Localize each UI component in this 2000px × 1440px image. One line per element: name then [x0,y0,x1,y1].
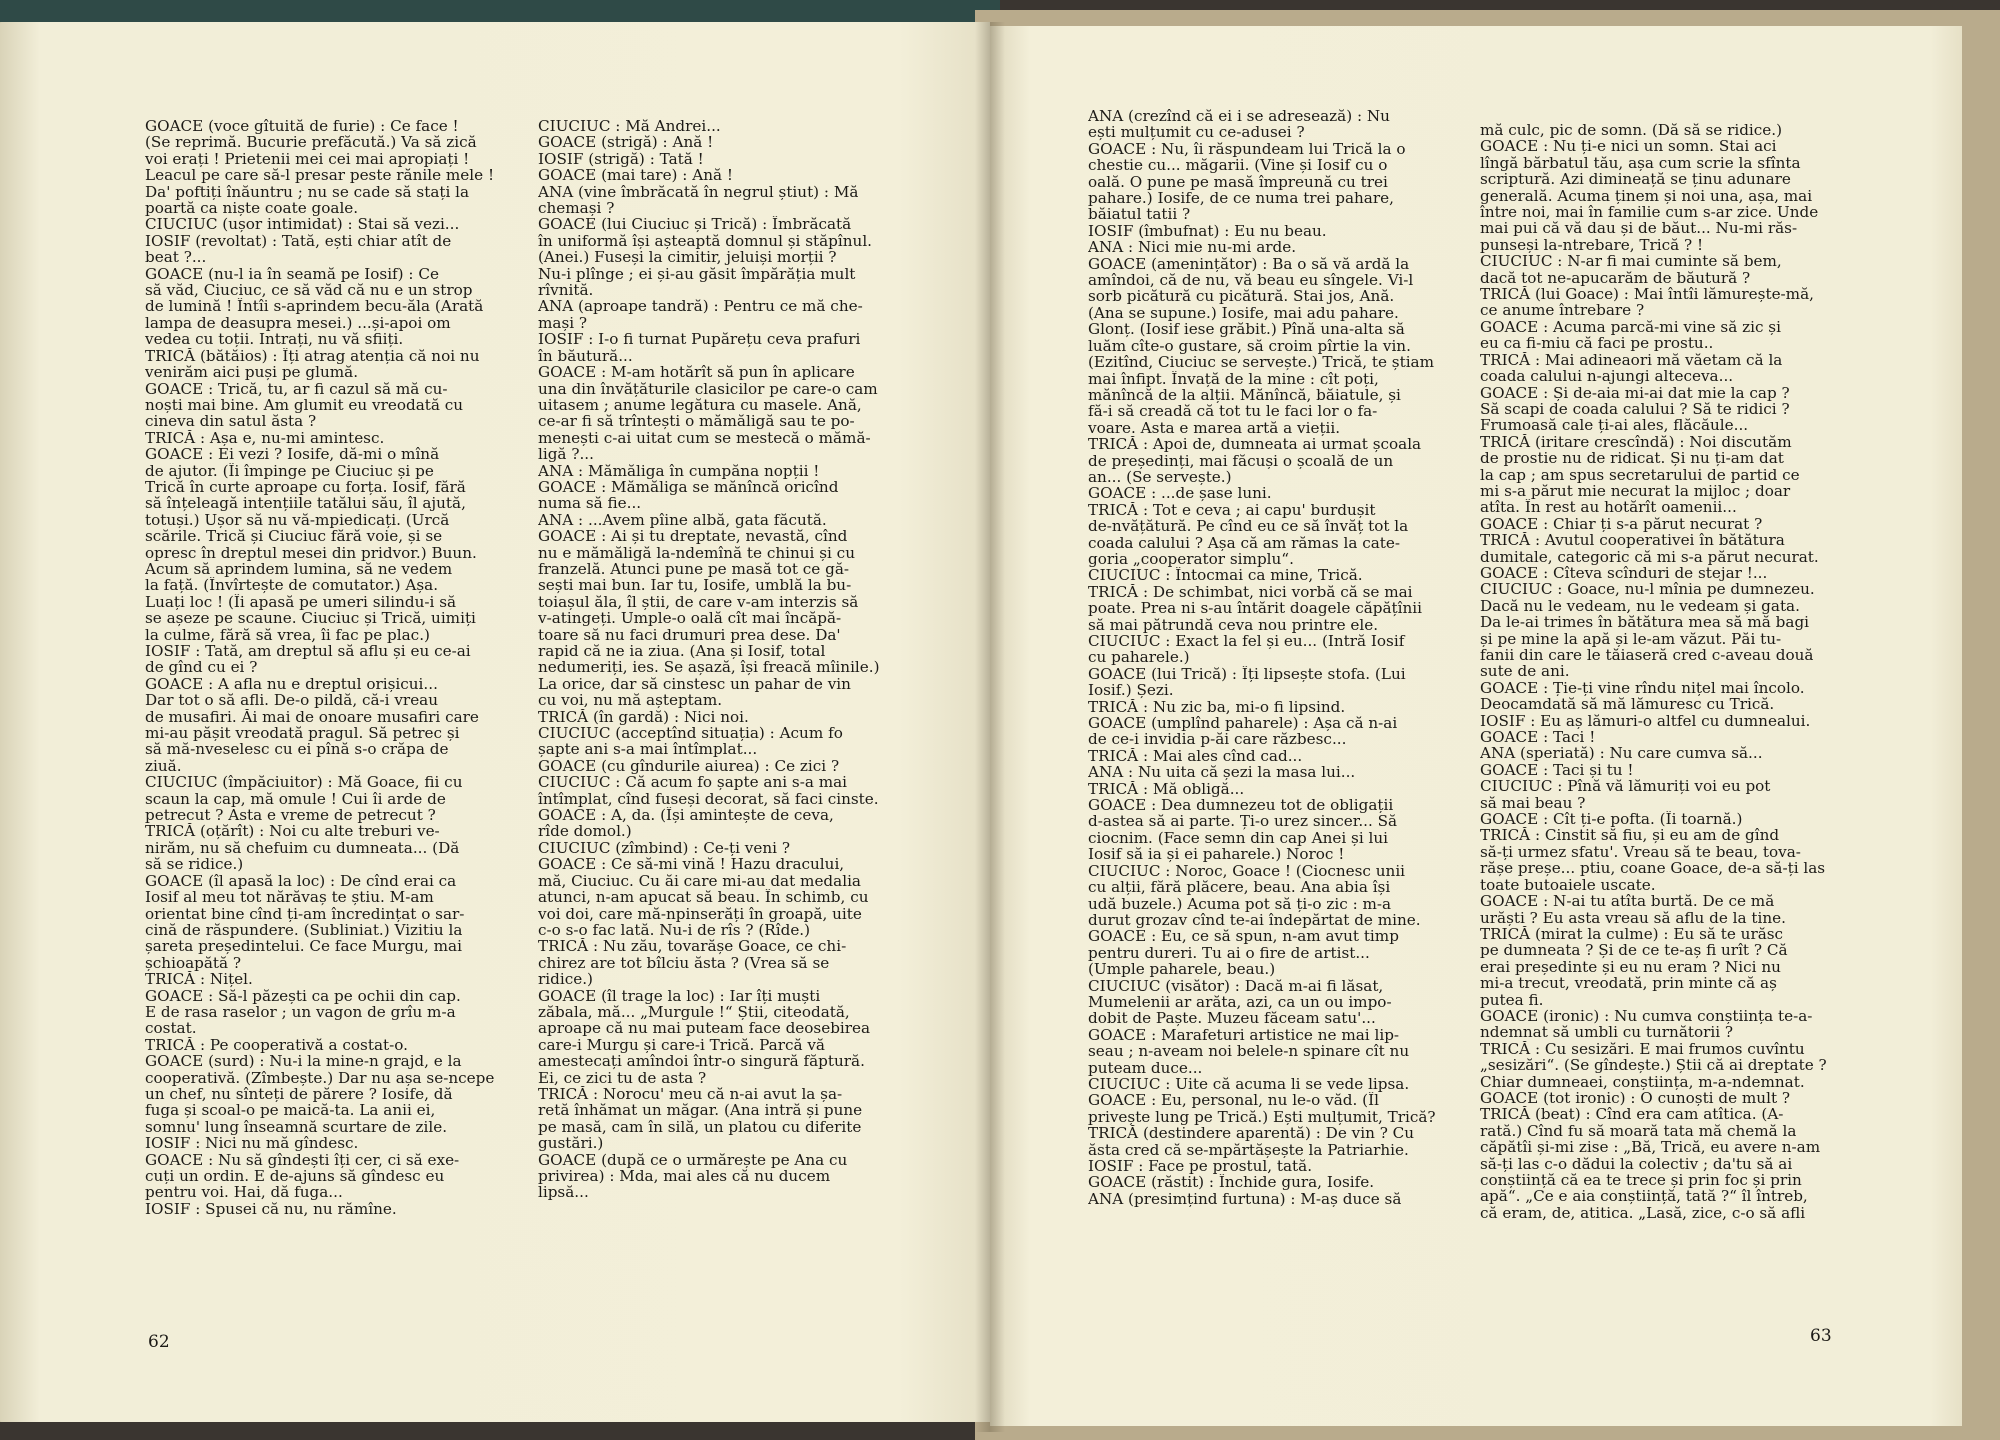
text-line: aproape că nu mai puteam face deosebirea [538,1020,871,1037]
text-line: cooperativă. (Zîmbește.) Dar nu așa se-ncepe [145,1069,495,1086]
text-line: mă culc, pic de somn. (Dă să se ridice.) [1480,122,1783,139]
text-line: ciocnim. (Face semn din cap Anei și lui [1088,829,1389,847]
right-page [990,26,1962,1426]
text-line: coada calului n-ajungi alteceva... [1480,368,1734,385]
text-line: numa să fie... [538,495,642,512]
text-line: IOSIF (revoltat) : Tată, ești chiar atît de [145,232,452,250]
text-line: de ce-i invidia p-ăi care răzbesc... [1088,731,1347,748]
text-line: TRICĂ (bătăios) : Îți atrag atenția că noi nu [145,347,480,365]
text-line: punseși la-ntrebare, Trică ? ! [1480,236,1704,254]
text-line: să-ți las c-o dădui la colectiv ; da'tu să ai [1480,1155,1793,1172]
text-line: lîngă bărbatul tău, așa cum scrie la sfînta [1480,154,1801,172]
text-line: mai înfipt. Învață de la mine : cît poți, [1088,370,1379,387]
text-line: La orice, dar să cinstesc un pahar de vin [538,675,851,693]
text-line: toiașul ăla, îl știi, de care v-am interzis să [538,593,859,611]
text-line: TRICĂ : Mai adineaori mă văetam că la [1480,351,1783,369]
book-gutter [975,22,1005,1432]
text-line: rapid că ne ia ziua. (Ana și Iosif, total [538,643,826,660]
text-line: chirez are tot bîlciu ăsta ? (Vrea să se [538,954,830,972]
text-line: TRICĂ : Avutul cooperativei în bătătura [1480,532,1785,549]
text-line: „sesizări“. (Se gîndește.) Știi că ai dreptate ? [1480,1057,1827,1074]
text-line: mă, Ciuciuc. Cu ăi care mi-au dat medalia [538,872,861,890]
text-line: seau ; n-aveam noi belele-n spinare cît nu [1088,1043,1410,1060]
text-line: (Anei.) Fuseși la cimitir, jeluiși morții ? [538,249,837,266]
text-line: opresc în dreptul mesei din pridvor.) Buun. [145,544,477,561]
text-line: franzelă. Atunci pune pe masă tot ce gă- [538,560,850,578]
text-line: că eram, de, atitica. „Lasă, zice, c-o să afli [1480,1204,1806,1222]
text-line: luăm cîte-o gustare, să croim pîrtie la vin. [1088,337,1411,355]
text-line: GOACE : Nu, îi răspundeam lui Trică la o [1088,140,1406,158]
text-line: să mai pătrundă ceva nou printre ele. [1088,616,1379,633]
text-line: GOACE (îl trage la loc) : Iar îți muști [538,987,821,1004]
text-line: dumitale, categoric că mi s-a părut necurat. [1480,548,1819,565]
text-line: GOACE (cu gîndurile aiurea) : Ce zici ? [538,757,840,775]
text-line: Iosif să ia și ei paharele.) Noroc ! [1088,846,1345,863]
text-line: să mă-nveselesc cu ei pînă s-o crăpa de [145,741,449,758]
text-line: CIUCIUC : Uite că acuma li se vede lipsa. [1088,1075,1410,1093]
text-line: ANA (aproape tandră) : Pentru ce mă che- [538,298,863,315]
text-line: de lumină ! Întîi s-aprindem becu-ăla (Arată [145,298,484,315]
text-line: ligă ?... [538,446,594,463]
text-line: puteam duce... [1088,1059,1203,1076]
text-line: GOACE (lui Trică) : Îți lipsește stofa. (Lui [1088,665,1406,683]
text-line: GOACE : Nu să gîndești îți cer, ci să exe- [145,1151,460,1168]
text-line: GOACE : Ai și tu dreptate, nevastă, cînd [538,528,848,545]
text-line: GOACE : Dea dumnezeu tot de obligații [1088,797,1394,814]
text-line: coada calului ? Așa că am rămas la cate- [1088,534,1401,551]
text-line: conștiință că ea te trece și prin foc și prin [1480,1172,1802,1189]
text-line: E de rasa raselor ; un vagon de grîu m-a [145,1003,456,1021]
text-line: mași ? [538,314,588,332]
text-line: de-nvățătură. Pe cînd eu ce să învăț tot la [1088,518,1409,535]
text-line: GOACE : Cît ți-e pofta. (Îi toarnă.) [1480,811,1743,828]
text-line: IOSIF : I-o fi turnat Pupărețu ceva prafuri [538,331,861,348]
text-line: între noi, mai în familie cum s-ar zice. Unde [1480,204,1819,221]
text-line: nirăm, nu să chefuim cu dumneata... (Dă [145,839,460,857]
text-line: în băutură... [538,347,633,365]
text-line: GOACE (strigă) : Ană ! [538,134,714,151]
text-line: Da' poftiți înăuntru ; nu se cade să stați la [145,183,470,201]
text-line: CIUCIUC (zîmbind) : Ce-ți veni ? [538,839,790,857]
left-page-column-2 [538,118,908,1201]
text-line: GOACE (mai tare) : Ană ! [538,167,733,184]
text-line: scriptură. Azi dimineață se ținu adunare [1480,171,1791,188]
text-line: GOACE : Nu ți-e nici un somn. Stai aci [1480,138,1777,155]
text-line: pe dumneata ? Și de ce te-aș fi urît ? Că [1480,942,1788,959]
left-page [0,22,990,1422]
text-line: care-i Murgu și care-i Trică. Parcă vă [538,1036,825,1054]
text-line: voi erați ! Prietenii mei cei mai apropiați ! [145,150,470,168]
text-line: Chiar dumneaei, conștiința, m-a-ndemnat. [1480,1073,1805,1090]
text-line: GOACE : A, da. (Își amintește de ceva, [538,807,834,824]
text-line: GOACE (după ce o urmărește pe Ana cu [538,1151,848,1168]
text-line: pentru voi. Hai, dă fuga... [145,1184,343,1201]
text-line: apă“. „Ce e aia conștiință, tată ?“ îl întreb, [1480,1188,1808,1205]
text-line: ANA (presimțind furtuna) : M-aș duce să [1088,1190,1402,1208]
text-line: TRICĂ : De schimbat, nici vorbă că se mai [1088,583,1413,601]
text-line: (Ezitînd, Ciuciuc se servește.) Trică, te știam [1088,354,1435,371]
text-line: costat. [145,1020,197,1037]
text-line: GOACE : Ei vezi ? Iosife, dă-mi o mînă [145,446,440,463]
text-line: zăbala, mă... „Murgule !“ Știi, citeodată, [538,1003,850,1021]
text-line: cuți un ordin. E de-ajuns să gîndesc eu [145,1168,445,1185]
text-line: TRICĂ : Pe cooperativă a costat-o. [145,1036,408,1054]
text-line: ridice.) [538,971,593,988]
text-line: retă înhămat un măgar. (Ana intră și pune [538,1102,863,1119]
text-line: totuși.) Ușor să nu vă-mpiedicați. (Urcă [145,511,450,529]
text-line: GOACE (răstit) : Închide gura, Iosife. [1088,1174,1375,1191]
text-line: Iosif al meu tot nărăvaș te știu. M-am [145,889,434,906]
text-line: erai președinte și eu nu eram ? Nici nu [1480,958,1781,976]
text-line: IOSIF (strigă) : Tată ! [538,150,704,168]
text-line: GOACE : Marafeturi artistice ne mai lip- [1088,1026,1400,1044]
text-line: să înțeleagă intențiile tatălui său, îl ajută, [145,495,466,512]
text-line: GOACE : A afla nu e dreptul orișicui... [145,675,438,693]
text-line: TRICĂ : Așa e, nu-mi amintesc. [145,429,385,447]
text-line: ANA (speriată) : Nu care cumva să... [1480,745,1763,762]
text-line: șareta președintelui. Ce face Murgu, mai [145,938,462,955]
text-line: ANA : Mămăliga în cumpăna nopții ! [538,462,820,479]
text-line: IOSIF : Spusei că nu, nu rămîne. [145,1200,397,1218]
text-line: amestecați amîndoi într-o singură făptură. [538,1053,865,1070]
text-line: întîmplat, cînd fuseși decorat, să faci cinste. [538,790,879,808]
text-line: cu alții, fără plăcere, beau. Ana abia își [1088,879,1391,896]
text-line: să mai beau ? [1480,794,1586,812]
text-line: GOACE : N-ai tu atîta burtă. De ce mă [1480,893,1775,910]
text-line: toate butoaiele uscate. [1480,876,1656,894]
text-line: cină de răspundere. (Subliniat.) Vizitiu la [145,921,463,939]
text-line: de președinți, mai făcuși o școală de un [1088,452,1394,469]
text-line: poate. Prea ni s-au întărit doagele căpățînii [1088,600,1423,617]
text-line: voi doi, care mă-npinserăți în groapă, uite [538,905,862,922]
text-line: la culme, fără să vrea, îi fac pe plac.) [145,626,430,643]
text-line: CIUCIUC (acceptînd situația) : Acum fo [538,725,843,742]
text-line: GOACE : Acuma parcă-mi vine să zic și [1480,318,1781,336]
text-line: venirăm aici puși pe glumă. [145,364,359,381]
text-line: CIUCIUC : Pînă vă lămuriți voi eu pot [1480,778,1771,795]
text-line: GOACE (nu-l ia în seamă pe Iosif) : Ce [145,265,439,283]
text-line: Luați loc ! (Îi apasă pe umeri silindu-i să [145,593,457,611]
text-line: GOACE (ironic) : Nu cumva conștiința te-a- [1480,1007,1813,1025]
text-line: ANA : Nici mie nu-mi arde. [1088,239,1297,256]
text-line: de gînd cu ei ? [145,659,258,676]
text-line: șapte ani s-a mai întîmplat... [538,741,758,758]
text-line: TRICĂ : Mai ales cînd cad... [1088,747,1303,765]
text-line: ce-ar fi să trîntești o mămăligă sau te po- [538,413,855,430]
text-line: cu voi, nu mă așteptam. [538,692,723,709]
text-line: scările. Trică și Ciuciuc fără voie, și se [145,528,443,545]
text-line: mai pui că vă dau și de băut... Nu-mi răs- [1480,220,1798,237]
text-line: TRICĂ : Nu zău, tovarășe Goace, ce chi- [538,938,847,955]
text-line: TRICĂ : Norocu' meu că n-ai avut la șa- [538,1085,843,1103]
text-line: GOACE : Și de-aia mi-ai dat mie la cap ? [1480,384,1790,401]
text-line: putea fi. [1480,991,1544,1008]
text-line: mi-a trecut, vreodată, prin minte că aș [1480,975,1777,992]
text-line: urăști ? Eu asta vreau să aflu de la tine. [1480,909,1786,926]
text-line: GOACE : Ce să-mi vină ! Hazu dracului, [538,856,845,873]
text-line: ANA (crezînd că ei i se adresează) : Nu [1088,108,1390,125]
text-line: beat ?... [145,249,207,266]
text-line: d-astea să ai parte. Ți-o urez sincer... Să [1088,813,1398,830]
text-line: GOACE : ...de șase luni. [1088,485,1272,502]
text-line: TRICĂ : Cinstit să fiu, și eu am de gînd [1480,827,1780,844]
text-line: GOACE (lui Ciuciuc și Trică) : Îmbrăcată [538,216,852,233]
text-line: TRICĂ : Tot e ceva ; ai capu' burdușit [1088,501,1376,519]
text-line: privirea) : Mda, mai ales că nu ducem [538,1168,831,1185]
text-line: atunci, n-am apucat să beau. În schimb, cu [538,889,869,906]
right-page-column-1 [1088,108,1458,1207]
text-line: GOACE : Mămăliga se mănîncă oricînd [538,478,839,496]
text-line: privește lung pe Trică.) Ești mulțumit, Trică? [1088,1108,1436,1126]
text-line: (Se reprimă. Bucurie prefăcută.) Va să zică [145,134,477,151]
text-line: nedumeriți, ies. Se așază, își freacă mîinile.) [538,659,880,676]
text-line: GOACE : M-am hotărît să pun în aplicare [538,364,855,381]
text-line: GOACE : Eu, ce să spun, n-am avut timp [1088,928,1399,945]
text-line: pahare.) Iosife, de ce numa trei pahare, [1088,190,1394,207]
text-line: (Ana se supune.) Iosife, mai adu pahare. [1088,304,1399,322]
text-line: GOACE : Chiar ți s-a părut necurat ? [1480,515,1763,533]
text-line: generală. Acuma ținem și noi una, așa, mai [1480,187,1813,205]
text-line: pe masă, cam în silă, un platou cu diferite [538,1118,862,1136]
page-number: 62 [148,1332,170,1352]
text-line: TRICĂ (destindere aparentă) : De vin ? Cu [1088,1125,1415,1142]
text-line: dobit de Paște. Muzeu făceam satu'... [1088,1010,1376,1027]
text-line: Acum să aprindem lumina, să ne vedem [145,560,453,578]
text-line: GOACE : Cîteva scînduri de stejar !... [1480,564,1768,582]
text-line: scaun la cap, mă omule ! Cui îi arde de [145,790,446,808]
text-line: sorb picătură cu picătură. Stai jos, Ană. [1088,288,1395,305]
text-line: poartă ca niște coate goale. [145,200,359,217]
text-line: Leacul pe care să-l presar peste rănile mele ! [145,167,495,184]
text-line: Trică în curte aproape cu forța. Iosif, fără [145,478,466,496]
text-line: GOACE : Să-l păzești ca pe ochii din cap. [145,987,461,1004]
text-line: TRICĂ (lui Goace) : Mai întîi lămurește-mă, [1480,286,1814,303]
text-line: GOACE : Taci ! [1480,729,1596,746]
text-line: voare. Asta e marea artă a vieții. [1088,419,1341,437]
text-line: TRICĂ : Apoi de, dumneata ai urmat școala [1088,436,1422,453]
text-line: căpătîi și-mi zise : „Bă, Trică, eu avere n-am [1480,1139,1821,1156]
text-line: pentru dureri. Tu ai o fire de artist... [1088,944,1370,962]
text-line: GOACE : Ție-ți vine rîndu nițel mai încolo. [1480,679,1805,697]
text-line: GOACE (umplînd paharele) : Așa că n-ai [1088,715,1398,732]
text-line: și pe mine la apă și le-am văzut. Păi tu- [1480,630,1782,647]
text-line: c-o s-o fac lată. Nu-i de rîs ? (Rîde.) [538,921,811,939]
text-line: udă buzele.) Acuma pot să ți-o zic : m-a [1088,895,1392,912]
text-line: CIUCIUC (ușor intimidat) : Stai să vezi... [145,216,460,233]
text-line: TRICĂ : Mă obligă... [1088,780,1245,798]
text-line: lampa de deasupra mesei.) ...și-apoi om [145,314,451,332]
text-line: sute de ani. [1480,663,1570,680]
text-line: GOACE : Eu, personal, nu le-o văd. (Îl [1088,1092,1379,1109]
text-line: CIUCIUC : Goace, nu-l mînia pe dumnezeu. [1480,581,1815,598]
text-line: CIUCIUC : Exact la fel și eu... (Intră Iosif [1088,633,1405,650]
text-line: ce anume întrebare ? [1480,302,1645,319]
text-line: CIUCIUC : Noroc, Goace ! (Ciocnesc unii [1088,862,1406,880]
text-line: lipsă... [538,1184,589,1201]
text-line: Să scapi de coada calului ? Să te ridici ? [1480,400,1790,418]
text-line: GOACE (îl apasă la loc) : De cînd erai ca [145,872,457,890]
text-line: CIUCIUC : Mă Andrei... [538,118,721,135]
text-line: de ajutor. (Îi împinge pe Ciuciuc și pe [145,462,434,479]
text-line: CIUCIUC (visător) : Dacă m-ai fi lăsat, [1088,977,1384,994]
text-line: atîta. În rest au hotărît oamenii... [1480,499,1737,516]
text-line: să-ți urmez sfatu'. Vreau să te beau, tova- [1480,843,1801,861]
text-line: în uniformă își așteaptă domnul și stăpînul. [538,232,873,250]
page-number: 63 [1810,1326,1832,1346]
text-line: orientat bine cînd ți-am încredințat o sar- [145,905,465,922]
text-line: TRICĂ (mirat la culme) : Eu să te urăsc [1480,925,1784,943]
text-line: IOSIF : Eu aș lămuri-o altfel cu dumnealui. [1480,712,1811,730]
text-line: un chef, nu sînteți de părere ? Iosife, dă [145,1085,453,1103]
text-line: cineva din satul ăsta ? [145,413,317,430]
text-line: Nu-i plînge ; ei și-au găsit împărăția mult [538,265,856,283]
text-line: chestie cu... măgarii. (Vine și Iosif cu o [1088,157,1388,174]
text-line: Mumelenii ar arăta, azi, ca un ou impo- [1088,993,1392,1011]
text-line: ANA (vine îmbrăcată în negrul știut) : Mă [538,183,859,201]
text-line: somnu' lung înseamnă scurtare de zile. [145,1118,448,1136]
text-line: CIUCIUC (împăciuitor) : Mă Goace, fii cu [145,774,463,791]
text-line: dacă tot ne-apucarăm de băutură ? [1480,269,1751,287]
text-line: se așeze pe scaune. Ciuciuc și Trică, uimiți [145,610,476,627]
text-line: GOACE (amenințător) : Ba o să vă ardă la [1088,255,1410,273]
text-line: vedea cu toții. Intrați, nu vă sfiiți. [145,331,404,348]
text-line: amîndoi, că de nu, vă beau eu sîngele. Vi-l [1088,272,1414,289]
text-line: TRICĂ : Nițel. [145,971,253,988]
text-line: Frumoasă cale ți-ai ales, flăcăule... [1480,417,1749,434]
text-line: GOACE : Trică, tu, ar fi cazul să mă cu- [145,380,448,397]
text-line: noști mai bine. Am glumit eu vreodată cu [145,396,464,414]
text-line: cu paharele.) [1088,649,1190,666]
text-line: durut grozav cînd te-ai îndepărtat de mine. [1088,911,1421,929]
text-line: Iosif.) Șezi. [1088,682,1174,699]
text-line: TRICĂ (în gardă) : Nici noi. [538,708,749,726]
text-line: Glonț. (Iosif iese grăbit.) Pînă una-alta să [1088,321,1405,338]
text-line: fuga și scoal-o pe maică-ta. La anii ei, [145,1102,436,1119]
text-line: la cap ; am spus secretarului de partid ce [1480,466,1800,483]
text-line: Deocamdată să mă lămuresc cu Trică. [1480,696,1775,713]
text-line: oală. O pune pe masă împreună cu trei [1088,173,1388,191]
text-line: fă-i să creadă că tot tu le faci lor o fa- [1088,403,1378,420]
text-line: ăsta cred că se-mpărtășește la Patriarhie. [1088,1141,1409,1158]
text-line: gustări.) [538,1135,604,1152]
text-line: Dar tot o să afli. De-o pildă, că-i vreau [145,692,439,709]
text-line: TRICĂ (oțărît) : Noi cu alte treburi ve- [145,823,440,840]
text-line: mănîncă de la alții. Mănîncă, băiatule, și [1088,386,1401,404]
text-line: GOACE : Taci și tu ! [1480,761,1634,779]
text-line: Da le-ai trimes în bătătura mea să mă bagi [1480,614,1810,631]
text-line: la față. (Învîrtește de comutator.) Așa. [145,577,439,594]
text-line: (Umple paharele, beau.) [1088,961,1276,978]
text-line: GOACE (surd) : Nu-i la mine-n grajd, e la [145,1053,462,1070]
text-line: GOACE (voce gîtuită de furie) : Ce face ! [145,118,459,135]
text-line: fanii din care le tăiaseră cred c-aveau două [1480,647,1814,664]
text-line: băiatul tatii ? [1088,206,1191,223]
text-line: nu e mămăligă la-ndemînă te chinui și cu [538,544,855,561]
text-line: TRICĂ : Cu sesizări. E mai frumos cuvîntu [1480,1040,1805,1058]
text-line: an... (Se servește.) [1088,468,1232,486]
text-line: petrecut ? Asta e vreme de petrecut ? [145,807,436,824]
text-line: mi s-a părut mie necurat la mijloc ; doar [1480,482,1791,500]
text-line: IOSIF (îmbufnat) : Eu nu beau. [1088,222,1327,240]
text-line: ANA : ...Avem pîine albă, gata făcută. [538,511,827,529]
text-line: IOSIF : Tată, am dreptul să aflu și eu ce-ai [145,643,471,660]
text-line: ești mulțumit cu ce-adusei ? [1088,124,1305,141]
text-line: să văd, Ciuciuc, ce să văd că nu e un strop [145,282,473,299]
text-line: CIUCIUC : N-ar fi mai cuminte să bem, [1480,253,1782,270]
text-line: rîde domol.) [538,823,632,840]
text-line: rată.) Cînd fu să moară tata mă chemă la [1480,1122,1797,1140]
text-line: una din învățăturile clasicilor pe care-o cam [538,380,878,397]
text-line: IOSIF : Nici nu mă gîndesc. [145,1135,359,1152]
text-line: șchioapătă ? [145,954,242,972]
text-line: TRICĂ (iritare crescîndă) : Noi discutăm [1480,433,1792,451]
text-line: eu ca fi-miu că faci pe prostu.. [1480,335,1714,352]
text-line: CIUCIUC : Întocmai ca mine, Trică. [1088,567,1363,584]
left-page-column-1 [145,118,515,1217]
text-line: de musafiri. Ăi mai de onoare musafiri care [145,708,479,726]
text-line: Ei, ce zici tu de asta ? [538,1069,707,1086]
text-line: goria „cooperator simplu“. [1088,550,1294,568]
right-page-column-2 [1480,122,1850,1221]
text-line: rășe preșe... ptiu, coane Goace, de-a să-ți las [1480,860,1826,877]
text-line: toare să nu faci drumuri prea dese. Da' [538,626,841,643]
text-line: menești c-ai uitat cum se mestecă o mămă- [538,429,871,447]
text-line: IOSIF : Face pe prostul, tată. [1088,1158,1313,1175]
text-line: TRICĂ : Nu zic ba, mi-o fi lipsind. [1088,698,1346,716]
text-line: să se ridice.) [145,856,244,873]
text-line: ANA : Nu uita că șezi la masa lui... [1088,764,1356,781]
text-line: CIUCIUC : Că acum fo șapte ani s-a mai [538,774,848,791]
text-line: rîvnită. [538,282,594,299]
text-line: v-atingeți. Umple-o oală cît mai încăpă- [538,610,842,627]
text-line: de prostie nu de ridicat. Și nu ți-am dat [1480,450,1784,467]
text-line: Dacă nu le vedeam, nu le vedeam și gata. [1480,597,1800,615]
text-line: chemași ? [538,200,615,217]
text-line: uitasem ; anume legătura cu masele. Ană, [538,396,862,414]
text-line: GOACE (tot ironic) : O cunoști de mult ? [1480,1089,1791,1107]
text-line: mi-au pășit vreodată pragul. Să petrec și [145,725,460,742]
text-line: ndemnat să umbli cu turnătorii ? [1480,1024,1734,1041]
text-line: ziuă. [145,757,182,775]
text-line: sești mai bun. Iar tu, Iosife, umblă la bu- [538,577,852,594]
text-line: TRICĂ (beat) : Cînd era cam atîtica. (A- [1480,1106,1784,1123]
